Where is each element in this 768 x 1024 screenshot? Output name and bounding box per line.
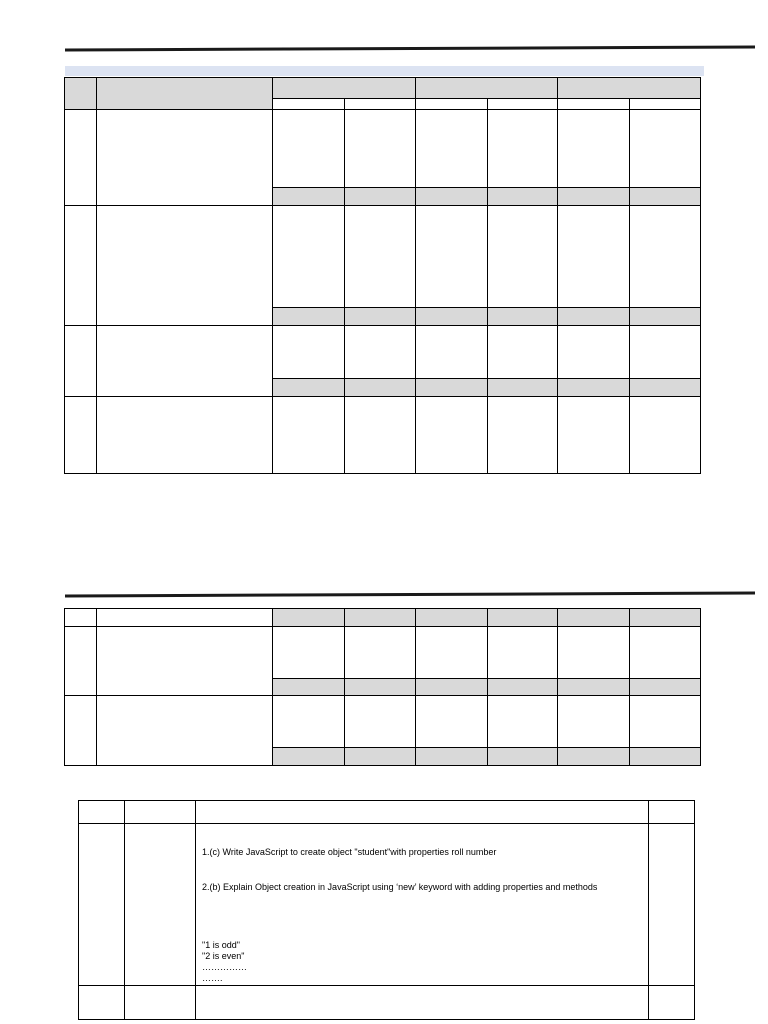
header-band [65, 66, 704, 76]
assessment-table-2 [64, 608, 701, 766]
question-2: 2.(b) Explain Object creation in JavaScript using ‘new’ keyword with adding properties and methods [202, 882, 598, 892]
assessment-table-1 [64, 77, 701, 474]
table-row [65, 696, 701, 748]
table-header-row [65, 609, 701, 627]
questions-row [79, 824, 695, 986]
table-row [65, 397, 701, 474]
questions-row [79, 986, 695, 1020]
middle-rule [65, 591, 755, 597]
output-line-1: "1 is odd" [202, 940, 240, 950]
questions-table [78, 800, 695, 1020]
top-rule [65, 45, 755, 51]
output-line-2: "2 is even" [202, 951, 245, 961]
ellipsis-line-1: …………… [202, 962, 247, 972]
table-row [65, 326, 701, 379]
table-row [65, 206, 701, 308]
ellipsis-line-2: ……. [202, 973, 223, 983]
table-row [65, 110, 701, 188]
table-header-row [65, 78, 701, 99]
table-row [65, 627, 701, 679]
questions-header-row [79, 801, 695, 824]
question-1: 1.(c) Write JavaScript to create object "student"with properties roll number [202, 847, 497, 857]
questions-cell [196, 824, 649, 986]
